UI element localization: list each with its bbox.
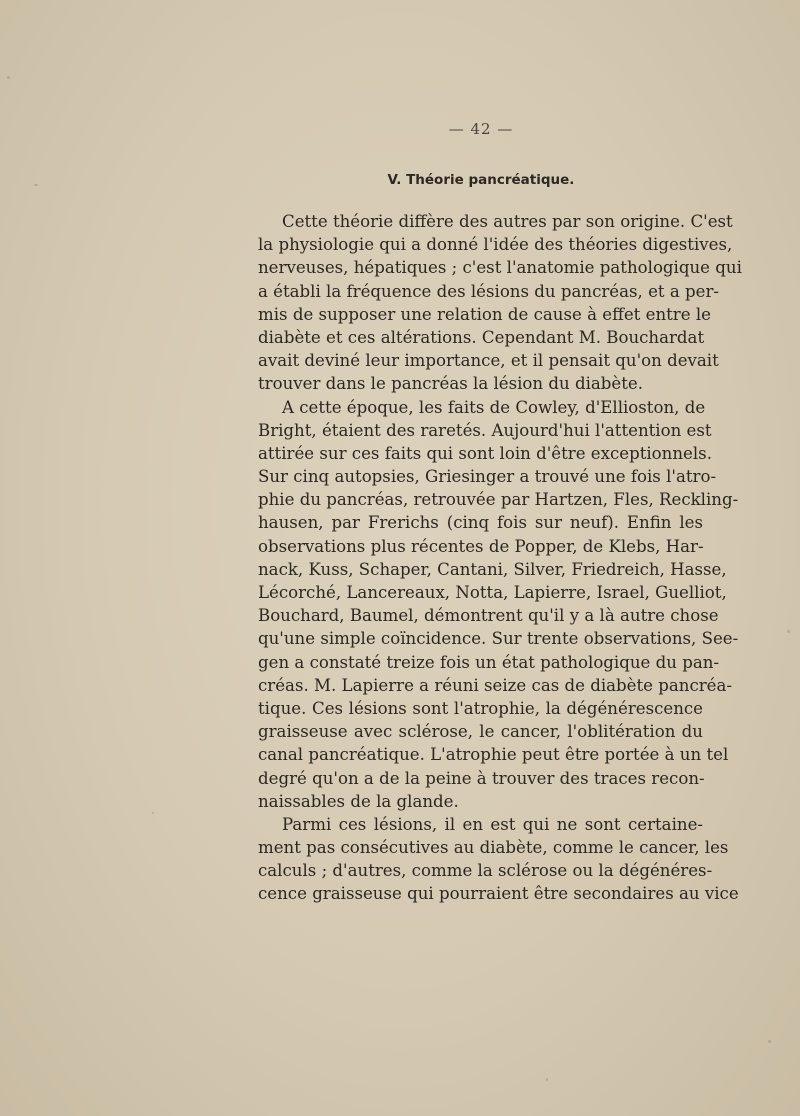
text-line: Sur cinq autopsies, Griesinger a trouvé une fois l'atro-	[258, 467, 717, 487]
text-line: cence graisseuse qui pourraient être secondaires au vice	[258, 884, 739, 904]
paper-speck	[768, 1040, 771, 1043]
text-line: hausen, par Frerichs (cinq fois sur neuf). Enfin les	[258, 513, 703, 533]
text-line: A cette époque, les faits de Cowley, d'Ellioston, de	[282, 397, 706, 417]
text-line: Parmi ces lésions, il en est qui ne sont certaine-	[282, 814, 703, 834]
text-line: naissables de la glande.	[258, 791, 459, 811]
text-line: degré qu'on a de la peine à trouver des traces recon-	[258, 768, 705, 788]
text-line: Bright, étaient des raretés. Aujourd'hui l'attention est	[258, 420, 712, 440]
text-line: calculs ; d'autres, comme la sclérose ou la dégénéres-	[258, 861, 713, 881]
text-line: canal pancréatique. L'atrophie peut être portée à un tel	[258, 745, 729, 765]
text-line: mis de supposer une relation de cause à effet entre le	[258, 304, 711, 324]
text-line: Lécorché, Lancereaux, Notta, Lapierre, Israel, Guelliot,	[258, 583, 727, 602]
paper-speck	[152, 812, 154, 814]
text-line: nack, Kuss, Schaper, Cantani, Silver, Friedreich, Hasse,	[258, 559, 727, 579]
body-text	[258, 210, 742, 906]
paper-speck	[546, 1078, 548, 1081]
text-line: qu'une simple coïncidence. Sur trente observations, See-	[258, 629, 739, 649]
text-line: nerveuses, hépatiques ; c'est l'anatomie pathologique qui	[258, 258, 742, 278]
text-line: a établi la fréquence des lésions du pancréas, et a per-	[258, 281, 719, 301]
text-line: avait deviné leur importance, et il pensait qu'on devait	[258, 351, 719, 371]
text-line: diabète et ces altérations. Cependant M. Bouchardat	[258, 327, 705, 347]
text-line: créas. M. Lapierre a réuni seize cas de diabète pancréa-	[258, 675, 732, 695]
text-line: gen a constaté treize fois un état pathologique du pan-	[258, 652, 720, 672]
text-line: Bouchard, Baumel, démontrent qu'il y a là autre chose	[258, 606, 719, 626]
section-heading: V. Théorie pancréatique.	[387, 172, 575, 188]
page-number: — 42 —	[448, 120, 514, 138]
text-line: trouver dans le pancréas la lésion du diabète.	[258, 374, 643, 394]
text-line: la physiologie qui a donné l'idée des théories digestives,	[258, 235, 733, 255]
text-line: observations plus récentes de Popper, de Klebs, Har-	[258, 536, 704, 556]
text-line: phie du pancréas, retrouvée par Hartzen, Fles, Reckling-	[258, 490, 739, 510]
paper-speck	[787, 630, 790, 633]
text-line: tique. Ces lésions sont l'atrophie, la dégénérescence	[258, 698, 703, 718]
text-line: attirée sur ces faits qui sont loin d'être exceptionnels.	[258, 443, 712, 463]
text-line: Cette théorie diffère des autres par son origine. C'est	[282, 212, 733, 231]
paper-speck	[7, 76, 10, 79]
text-line: ment pas consécutives au diabète, comme le cancer, les	[258, 838, 729, 858]
paper-speck	[34, 184, 38, 186]
text-line: graisseuse avec sclérose, le cancer, l'oblitération du	[258, 722, 703, 742]
